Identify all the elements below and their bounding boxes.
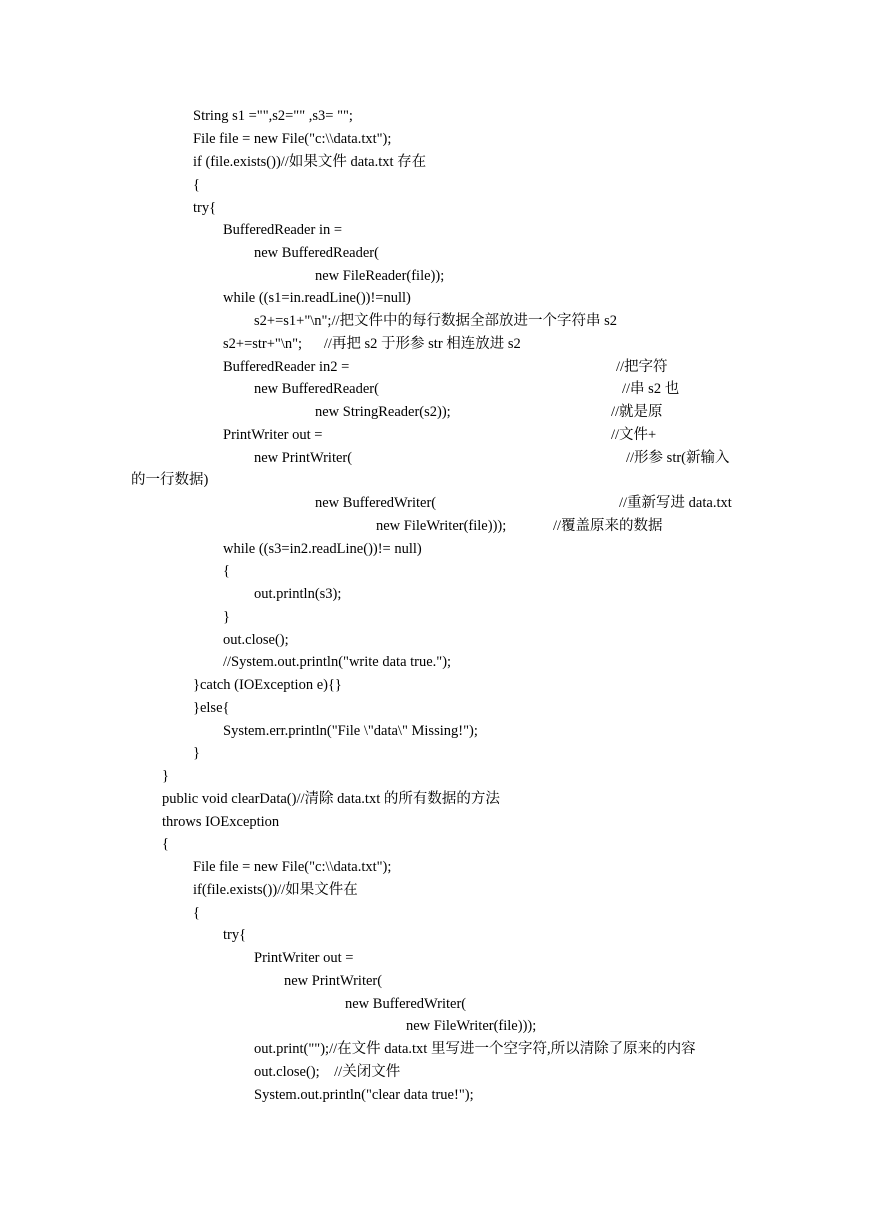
code-line: while ((s3=in2.readLine())!= null) xyxy=(223,541,422,557)
code-line: throws IOException xyxy=(162,814,280,830)
code-line: //System.out.println("write data true."); xyxy=(223,654,452,670)
code-comment: //文件+ xyxy=(611,427,657,443)
code-line: { xyxy=(193,905,200,921)
code-line: new FileReader(file)); xyxy=(315,268,445,284)
code-line: new PrintWriter( xyxy=(254,450,353,466)
code-line: { xyxy=(193,177,200,193)
code-comment: //重新写进 data.txt xyxy=(619,495,732,511)
code-line: } xyxy=(162,768,169,784)
code-line: new FileWriter(file))); xyxy=(406,1018,537,1034)
code-line: new PrintWriter( xyxy=(284,973,383,989)
code-line: new StringReader(s2)); xyxy=(315,404,451,420)
code-line: try{ xyxy=(223,927,247,943)
code-line: out.close(); xyxy=(223,632,289,648)
code-line: BufferedReader in = xyxy=(223,222,343,238)
code-line: { xyxy=(223,563,230,579)
code-line: }else{ xyxy=(193,700,230,716)
code-line: File file = new File("c:\\data.txt"); xyxy=(193,131,392,147)
code-line: } xyxy=(193,745,200,761)
code-line: { xyxy=(162,836,169,852)
code-comment: //就是原 xyxy=(611,404,663,420)
code-line: }catch (IOException e){} xyxy=(193,677,342,693)
code-line: new FileWriter(file))); xyxy=(376,518,507,534)
code-line: PrintWriter out = xyxy=(223,427,323,443)
code-line: while ((s1=in.readLine())!=null) xyxy=(223,290,411,306)
code-line: BufferedReader in2 = xyxy=(223,359,350,375)
code-line: File file = new File("c:\\data.txt"); xyxy=(193,859,392,875)
code-comment: //把字符 xyxy=(616,359,668,375)
code-line: new BufferedWriter( xyxy=(345,996,467,1012)
code-comment: //覆盖原来的数据 xyxy=(553,518,663,534)
code-comment: //形参 str(新输入 xyxy=(626,450,730,466)
code-line: } xyxy=(223,609,230,625)
code-line: System.out.println("clear data true!"); xyxy=(254,1087,474,1103)
code-line: new BufferedReader( xyxy=(254,245,379,261)
code-line: new BufferedWriter( xyxy=(315,495,437,511)
code-line: PrintWriter out = xyxy=(254,950,354,966)
code-line: if(file.exists())//如果文件在 xyxy=(193,882,358,898)
code-line: s2+=str+"\n"; //再把 s2 于形参 str 相连放进 s2 xyxy=(223,336,521,352)
code-line: out.print("");//在文件 data.txt 里写进一个空字符,所以清除了原来的内容 xyxy=(254,1041,696,1057)
code-line: try{ xyxy=(193,200,217,216)
code-line: s2+=s1+"\n";//把文件中的每行数据全部放进一个字符串 s2 xyxy=(254,313,618,329)
code-line: System.err.println("File \"data\" Missing!"); xyxy=(223,723,478,739)
code-line: out.close(); //关闭文件 xyxy=(254,1064,401,1080)
code-comment: 的一行数据) xyxy=(131,472,209,488)
code-comment: //串 s2 也 xyxy=(622,381,680,397)
code-line: String s1 ="",s2="" ,s3= ""; xyxy=(193,108,353,124)
code-line: out.println(s3); xyxy=(254,586,342,602)
code-line: public void clearData()//清除 data.txt 的所有数据的方法 xyxy=(162,791,500,807)
code-line: new BufferedReader( xyxy=(254,381,379,397)
code-line: if (file.exists())//如果文件 data.txt 存在 xyxy=(193,154,427,170)
